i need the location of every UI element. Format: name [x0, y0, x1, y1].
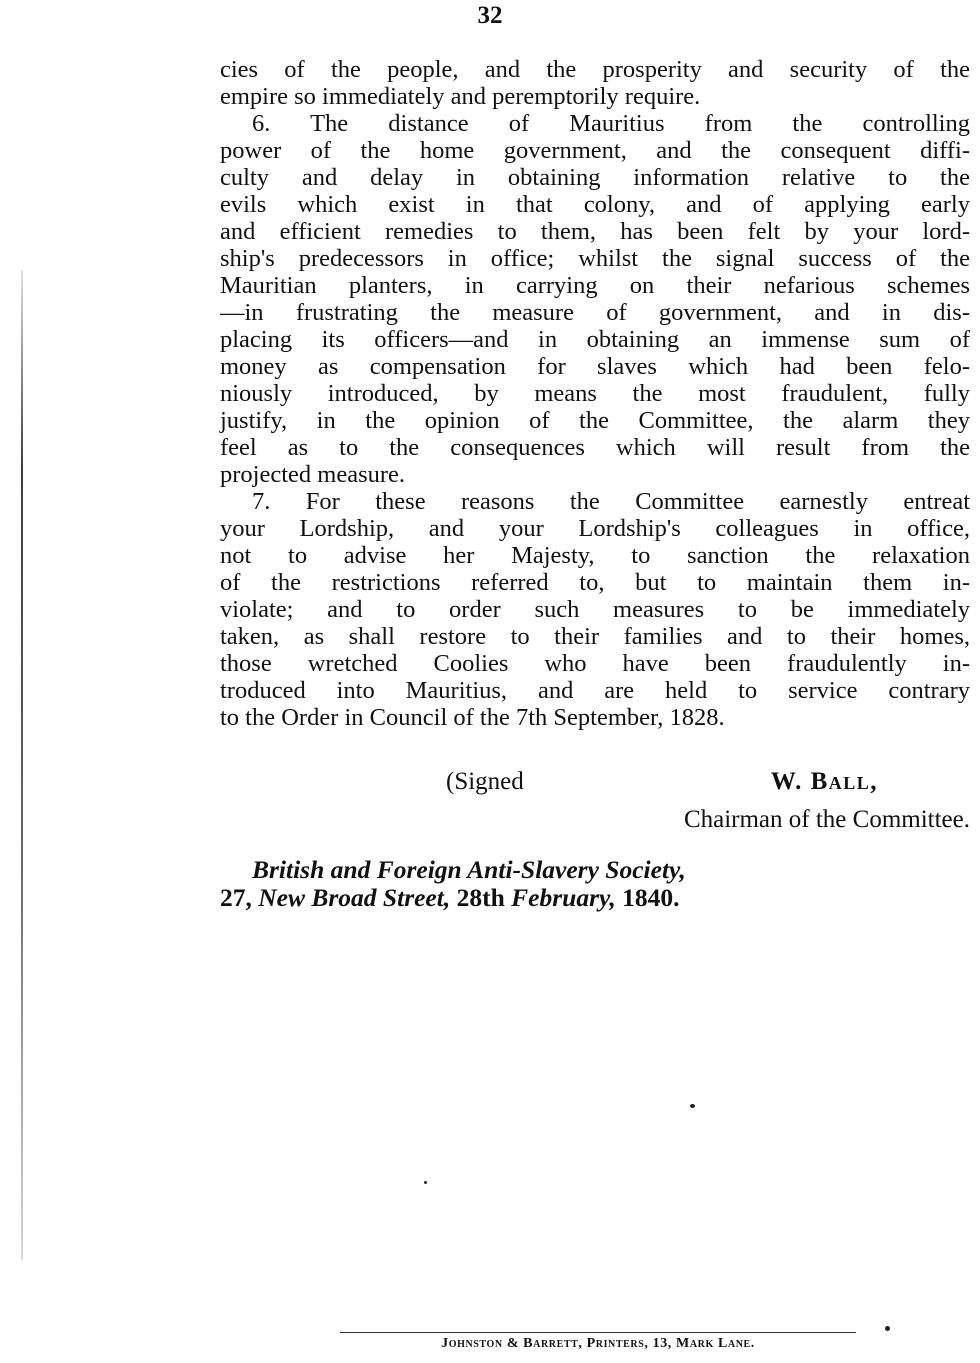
- printer-imprint: [340, 1336, 856, 1352]
- text-line: those wretched Coolies who have been fraudulently in-: [220, 650, 970, 677]
- signed-label: (Signed: [446, 768, 524, 795]
- text-line: projected measure.: [220, 461, 406, 488]
- text-line: justify, in the opinion of the Committee, the alarm they: [220, 407, 970, 434]
- address-line: [220, 884, 686, 912]
- stray-ink-dot: [690, 1104, 695, 1108]
- stray-ink-dot: [885, 1326, 890, 1331]
- text-line: your Lordship, and your Lordship's colleagues in office,: [220, 515, 970, 542]
- text-line: not to advise her Majesty, to sanction the relaxation: [220, 542, 970, 569]
- text-line: power of the home government, and the consequent diffi-: [220, 137, 970, 164]
- body-text: [220, 56, 970, 731]
- text-line: money as compensation for slaves which had been felo-: [220, 353, 970, 380]
- society-block: [220, 856, 686, 912]
- margin-scan-line: [21, 270, 23, 1260]
- printer-rule: [340, 1332, 856, 1333]
- address-street: New Broad Street,: [258, 883, 451, 912]
- text-line: and efficient remedies to them, has been felt by your lord-: [220, 218, 970, 245]
- page-number: 32: [477, 2, 503, 29]
- signatory-title: Chairman of the Committee.: [683, 806, 970, 833]
- address-year: 1840.: [622, 883, 680, 912]
- text-line: empire so immediately and peremptorily require.: [220, 83, 701, 110]
- paragraph-6-start: 6. The distance of Mauritius from the controlling: [252, 110, 970, 137]
- text-line: evils which exist in that colony, and of applying early: [220, 191, 970, 218]
- text-line: troduced into Mauritius, and are held to service contrary: [220, 677, 970, 704]
- text-line: of the restrictions referred to, but to maintain them in-: [220, 569, 970, 596]
- text-line: niously introduced, by means the most fraudulent, fully: [220, 380, 970, 407]
- address-number: 27,: [220, 883, 252, 912]
- text-line: placing its officers—and in obtaining an immense sum of: [220, 326, 970, 353]
- address-month: February,: [511, 883, 616, 912]
- text-line: cies of the people, and the prosperity and security of the: [220, 56, 970, 83]
- society-name: British and Foreign Anti-Slavery Society,: [252, 855, 686, 884]
- text-line: feel as to the consequences which will result from the: [220, 434, 970, 461]
- text-line: violate; and to order such measures to be immediately: [220, 596, 970, 623]
- printer-imprint-text: Johnston & Barrett, Printers, 13, Mark Lane.: [441, 1336, 755, 1351]
- text-line: to the Order in Council of the 7th September, 1828.: [220, 704, 725, 731]
- signatory-name: W. Ball,: [770, 768, 878, 795]
- address-day: 28th: [456, 883, 505, 912]
- text-line: culty and delay in obtaining information relative to the: [220, 164, 970, 191]
- text-line: —in frustrating the measure of government, and in dis-: [220, 299, 970, 326]
- stray-ink-dot: [424, 1181, 427, 1184]
- paragraph-7-start: 7. For these reasons the Committee earnestly entreat: [252, 488, 970, 515]
- text-line: ship's predecessors in office; whilst the signal success of the: [220, 245, 970, 272]
- text-line: Mauritian planters, in carrying on their nefarious schemes: [220, 272, 970, 299]
- text-line: taken, as shall restore to their families and to their homes,: [220, 623, 970, 650]
